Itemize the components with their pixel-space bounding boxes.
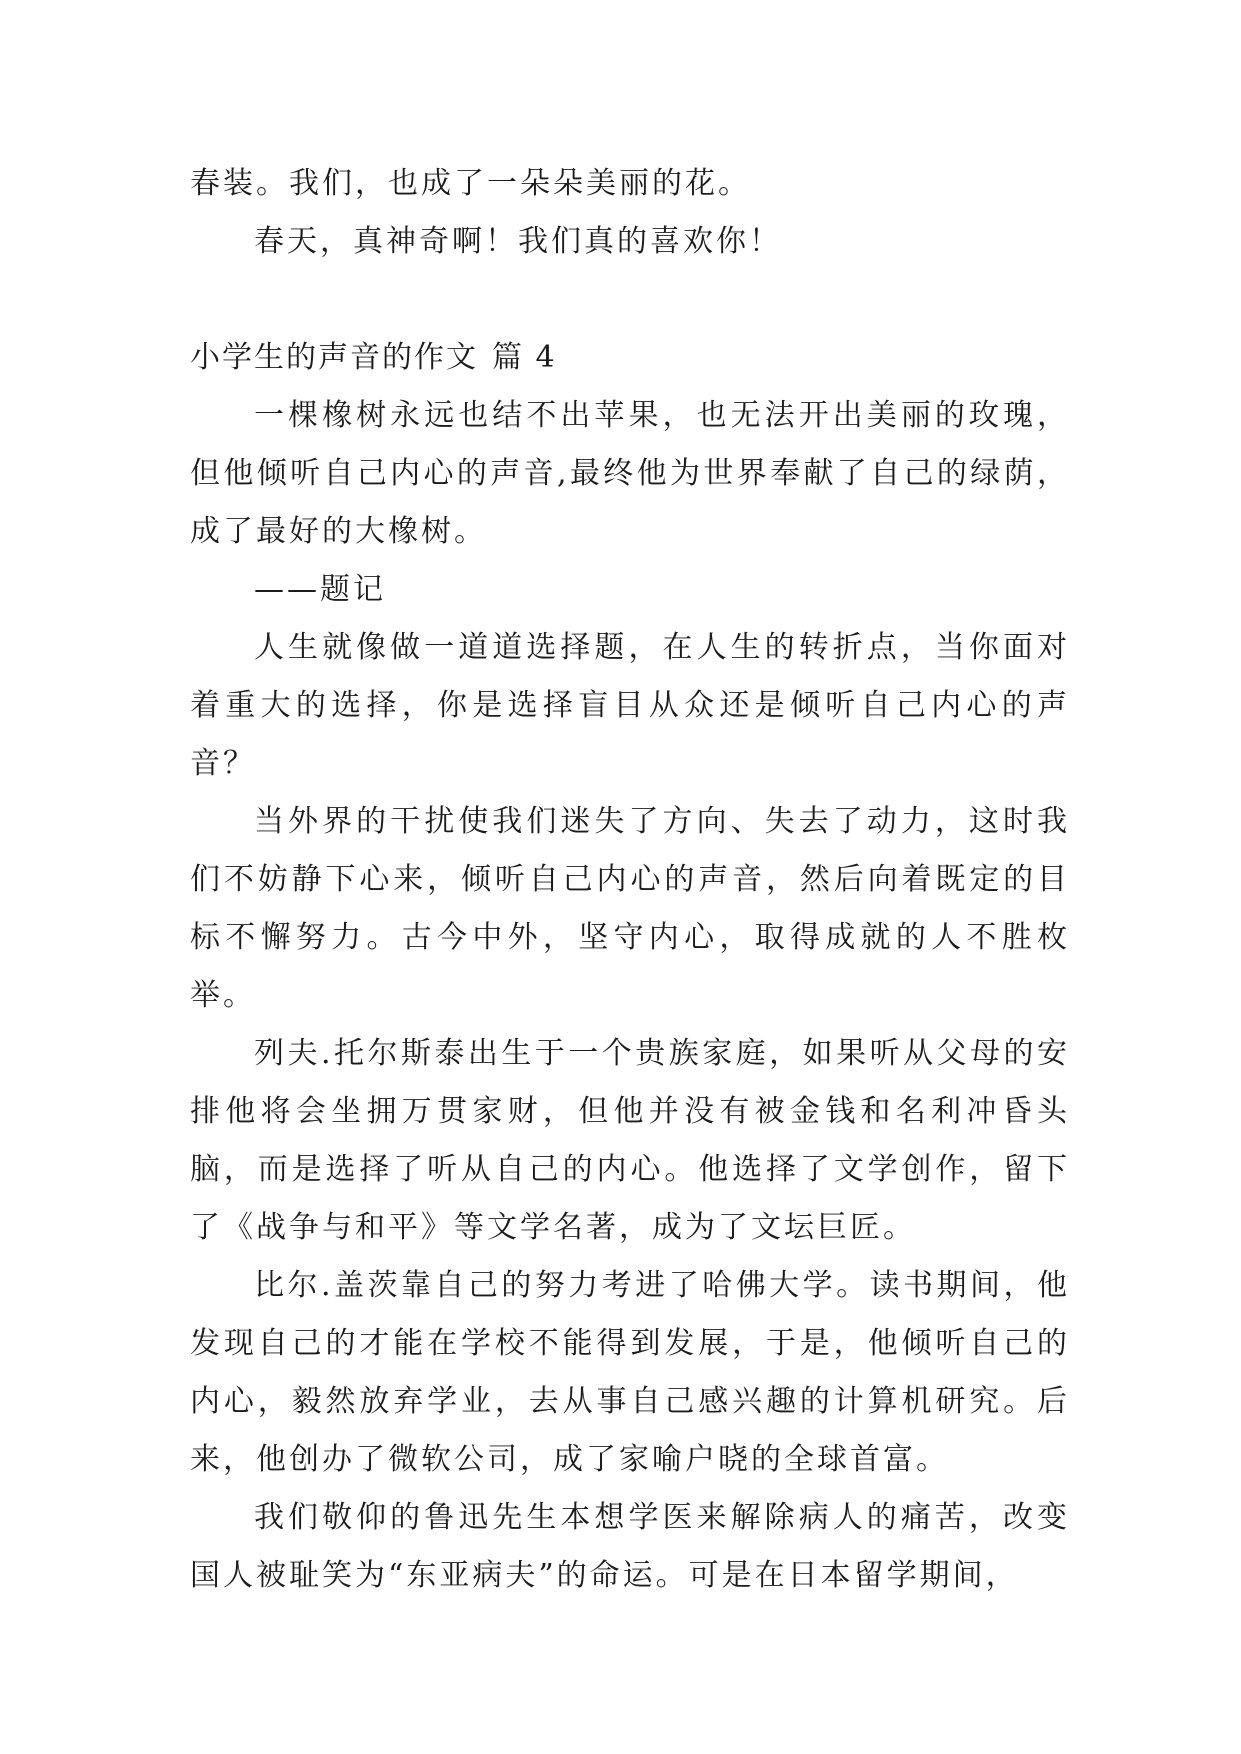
paragraph: 春装。我们，也成了一朵朵美丽的花。 [190, 166, 751, 201]
heading-title: 小学生的声音的作文 [190, 340, 478, 375]
heading-section-number: 篇 4 [492, 340, 557, 375]
paragraph: 列夫.托尔斯泰出生于一个贵族家庭，如果听从父母的安排他将会坐拥万贯家财，但他并没有被金钱和名利冲昏头脑，而是选择了听从自己的内心。他选择了文学创作，留下了《战争与和平》等文学名著，成为了文坛巨匠。 [190, 1036, 1070, 1245]
document-body [190, 155, 1070, 1605]
paragraph: 我们敬仰的鲁迅先生本想学医来解除病人的痛苦，改变国人被耻笑为“东亚病夫”的命运。可是在日本留学期间， [190, 1500, 1070, 1593]
paragraph: 春天，真神奇啊！我们真的喜欢你！ [254, 224, 782, 259]
section-spacer [190, 271, 1070, 329]
paragraph: 比尔.盖茨靠自己的努力考进了哈佛大学。读书期间，他发现自己的才能在学校不能得到发展，于是，他倾听自己的内心，毅然放弃学业，去从事自己感兴趣的计算机研究。后来，他创办了微软公司，成了家喻户晓的全球首富。 [190, 1268, 1070, 1477]
epigraph-attribution: ——题记 [254, 572, 386, 607]
paragraph-epigraph: 一棵橡树永远也结不出苹果，也无法开出美丽的玫瑰，但他倾听自己内心的声音,最终他为世界奉献了自己的绿荫，成了最好的大橡树。 [190, 398, 1070, 549]
paragraph: 当外界的干扰使我们迷失了方向、失去了动力，这时我们不妨静下心来，倾听自己内心的声音，然后向着既定的目标不懈努力。古今中外，坚守内心，取得成就的人不胜枚举。 [190, 804, 1070, 1013]
paragraph: 人生就像做一道道选择题，在人生的转折点，当你面对着重大的选择，你是选择盲目从众还是倾听自己内心的声音？ [190, 630, 1070, 781]
section-heading [190, 329, 1070, 387]
